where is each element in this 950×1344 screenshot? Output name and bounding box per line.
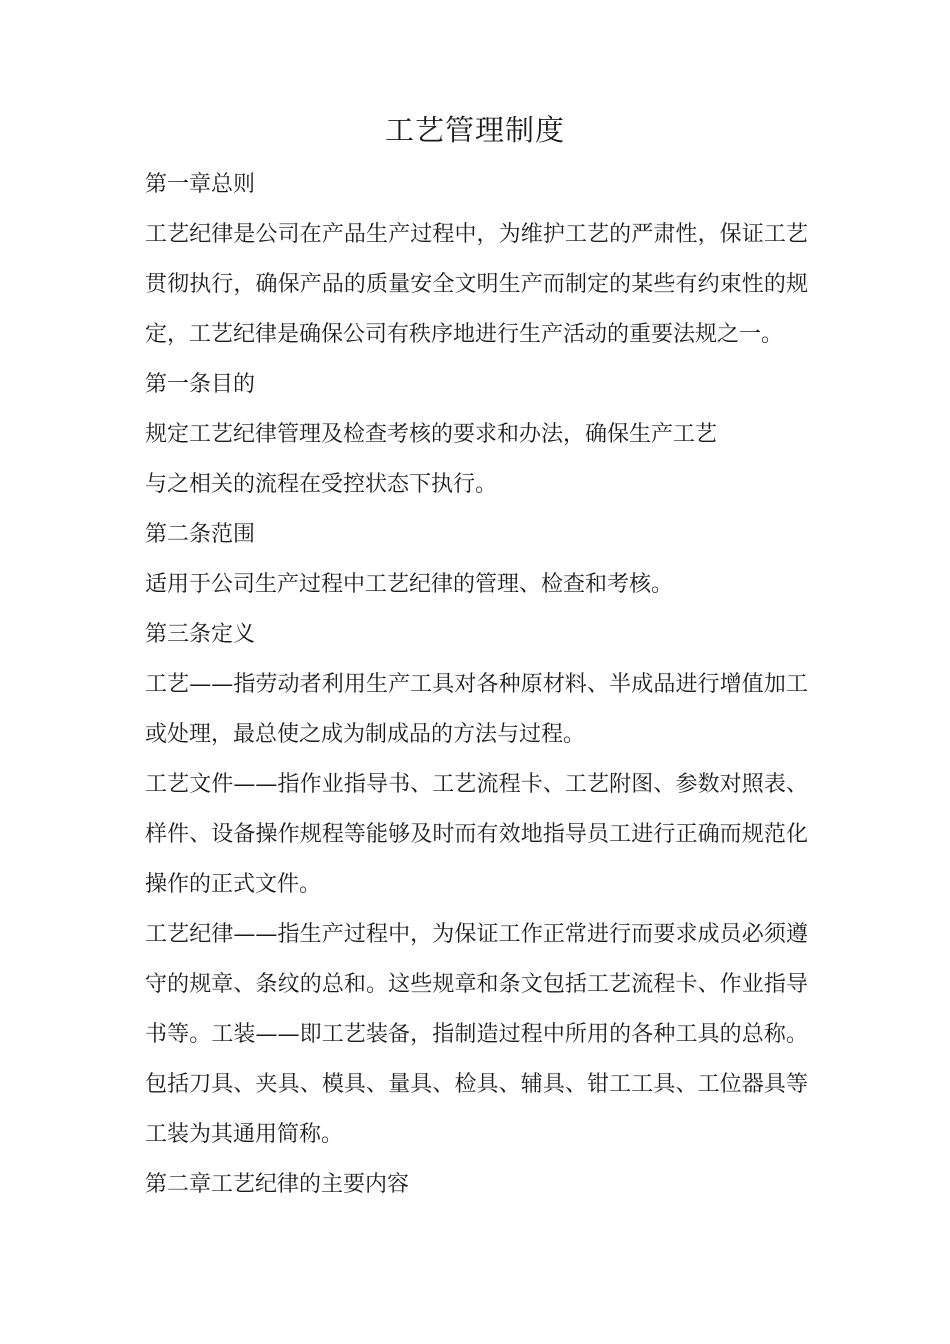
paragraph-line: 工艺——指劳动者利用生产工具对各种原材料、半成品进行增值加工: [145, 672, 808, 697]
paragraph-line: 守的规章、条纹的总和。这些规章和条文包括工艺流程卡、作业指导: [145, 972, 808, 997]
paragraph-line: 工装为其通用简称。: [145, 1122, 344, 1147]
paragraph-line: 适用于公司生产过程中工艺纪律的管理、检查和考核。: [145, 572, 674, 597]
paragraph-line: 样件、设备操作规程等能够及时而有效地指导员工进行正确而规范化: [145, 822, 808, 847]
paragraph-line: 或处理，最总使之成为制成品的方法与过程。: [145, 722, 586, 747]
article-heading: 第二条范围: [145, 522, 256, 547]
document-title: 工艺管理制度: [384, 113, 565, 147]
paragraph-line: 工艺文件——指作业指导书、工艺流程卡、工艺附图、参数对照表、: [145, 772, 808, 797]
chapter-heading: 第二章工艺纪律的主要内容: [145, 1172, 410, 1197]
paragraph-line: 与之相关的流程在受控状态下执行。: [145, 472, 498, 497]
paragraph-line: 包括刀具、夹具、模具、量具、检具、辅具、钳工工具、工位器具等: [145, 1072, 808, 1097]
paragraph-line: 工艺纪律——指生产过程中，为保证工作正常进行而要求成员必须遵: [145, 922, 808, 947]
paragraph-line: 贯彻执行，确保产品的质量安全文明生产而制定的某些有约束性的规: [145, 272, 808, 297]
paragraph-line: 书等。工装——即工艺装备，指制造过程中所用的各种工具的总称。: [145, 1022, 808, 1047]
chapter-heading: 第一章总则: [145, 172, 256, 197]
paragraph-line: 工艺纪律是公司在产品生产过程中，为维护工艺的严肃性，保证工艺: [145, 222, 808, 247]
article-heading: 第三条定义: [145, 622, 256, 647]
paragraph-line: 操作的正式文件。: [145, 872, 322, 897]
article-heading: 第一条目的: [145, 372, 256, 397]
paragraph-line: 定，工艺纪律是确保公司有秩序地进行生产活动的重要法规之一。: [145, 322, 784, 347]
paragraph-line: 规定工艺纪律管理及检查考核的要求和办法，确保生产工艺: [145, 422, 718, 447]
